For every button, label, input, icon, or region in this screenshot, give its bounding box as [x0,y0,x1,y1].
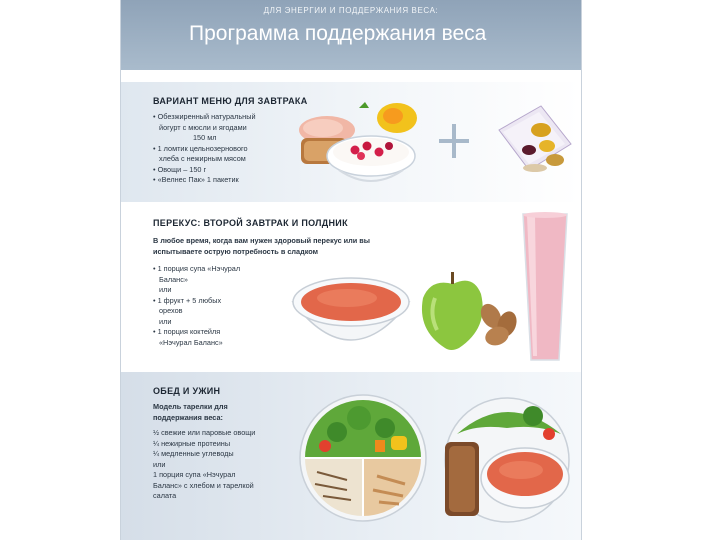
list-item: йогурт с мюсли и ягодами [159,122,247,132]
list-item: или [159,285,172,294]
list-item: ¼ нежирные протеины [153,438,231,448]
snack-title: ПЕРЕКУС: ВТОРОЙ ЗАВТРАК И ПОЛДНИК [153,218,348,228]
header-kicker: ДЛЯ ЭНЕРГИИ И ПОДДЕРЖАНИЯ ВЕСА: [263,6,439,15]
breakfast-food-image [289,100,429,192]
list-item: ¼ медленные углеводы [153,449,234,458]
dinner-title: ОБЕД И УЖИН [153,386,221,396]
snack-section [121,206,581,366]
list-item: • Овощи – 150 г [153,164,207,174]
snack-list [153,264,240,348]
page [120,0,582,540]
list-item: орехов [159,306,183,315]
plate-model-image [297,392,429,524]
list-item: • 1 фрукт + 5 любых [153,295,222,305]
dinner-model-line: поддержания веса: [153,412,223,422]
soup-salad-image [437,394,577,526]
list-item: • 1 порция супа «Нэчурал [153,264,241,273]
list-item: • Обезжиренный натуральный [153,112,256,121]
snack-intro-line: В любое время, когда вам нужен здоровый перекус или вы [153,236,371,245]
snack-intro-line: испытываете острую потребность в сладком [153,246,319,256]
list-item: хлеба с нежирным мясом [159,154,246,163]
list-item: 150 мл [193,133,217,142]
shake-glass-image [517,210,573,366]
plus-icon [439,124,469,158]
breakfast-section [121,82,581,202]
list-item: салата [153,491,177,500]
dinner-list [153,428,255,502]
dinner-model [153,402,228,423]
list-item: 1 порция супа «Нэчурал [153,470,236,479]
breakfast-title: ВАРИАНТ МЕНЮ ДЛЯ ЗАВТРАКА [153,96,308,106]
apple-nuts-image [415,268,523,358]
header-banner [121,0,581,70]
list-item: Баланс» [159,274,188,284]
list-item: ½ свежие или паровые овощи [153,428,256,437]
dinner-section [121,372,581,540]
list-item: «Нэчурал Баланс» [159,337,223,347]
list-item: • 1 порция коктейля [153,327,221,336]
dinner-model-line: Модель тарелки для [153,402,228,411]
list-item: или [159,316,172,326]
page-title: Программа поддержания веса [189,22,487,45]
list-item: • 1 ломтик цельнозернового [153,143,248,153]
list-item: Баланс» с хлебом и тарелкой [153,480,254,490]
soup-bowl-image [287,268,415,360]
list-item: или [153,459,166,469]
supplement-pack-image [489,100,575,184]
snack-intro [153,236,370,257]
breakfast-list [153,112,256,186]
list-item: • «Велнес Пак» 1 пакетик [153,175,239,184]
